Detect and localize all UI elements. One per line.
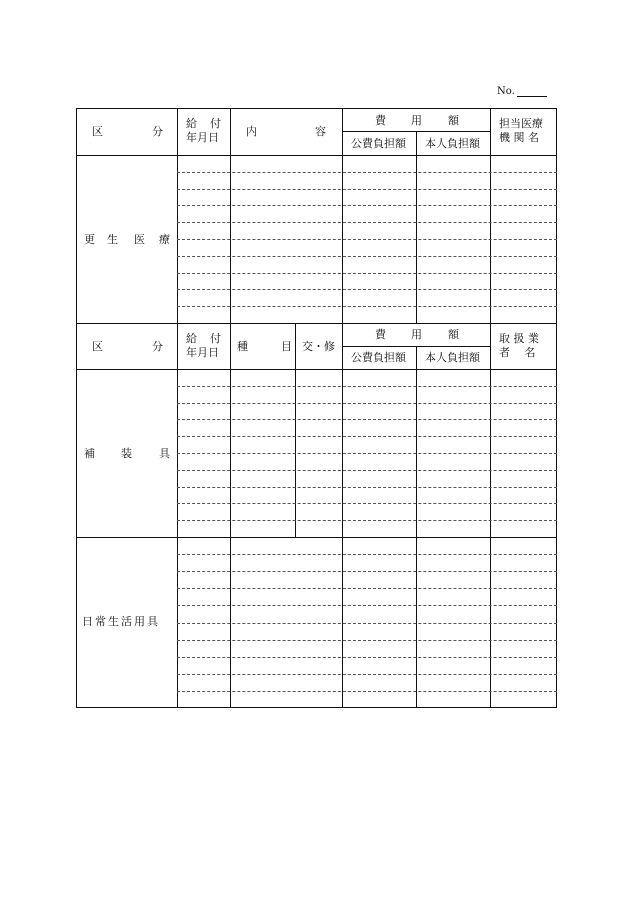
- toriatsukai-label: 取 扱 業: [499, 332, 539, 345]
- form-number-label: No.: [497, 86, 515, 97]
- nichijo-entry-line[interactable]: [177, 691, 557, 692]
- nichijo-entry-line[interactable]: [177, 640, 557, 641]
- hiyo-label-1c: 額: [448, 114, 459, 127]
- kubun-label-2b: 分: [152, 340, 163, 353]
- hosogu-entry-line[interactable]: [177, 403, 557, 404]
- kyufu-label-2a: 給: [186, 332, 197, 345]
- header2-top-line: [76, 323, 557, 324]
- col-divider-2: [230, 108, 231, 708]
- category-kosei-4: 療: [159, 233, 170, 246]
- kosei-entry-line[interactable]: [177, 239, 557, 240]
- hosogu-bottom-line: [76, 537, 557, 538]
- kubun-label-2a: 区: [92, 340, 103, 353]
- kosei-entry-line[interactable]: [177, 222, 557, 223]
- naiyo-label-a: 内: [246, 125, 257, 138]
- kikan-label: 機 関 名: [499, 131, 539, 144]
- hiyo-label-2b: 用: [411, 328, 422, 341]
- header1-bottom-line: [76, 155, 557, 156]
- col-divider-3: [295, 323, 296, 537]
- col-divider-5c: [416, 346, 417, 708]
- nichijo-entry-line[interactable]: [177, 657, 557, 658]
- kubun-label-1a: 区: [92, 125, 103, 138]
- kosei-entry-line[interactable]: [177, 289, 557, 290]
- kohi-label-2: 公費負担額: [351, 351, 406, 364]
- col-divider-6: [490, 108, 491, 708]
- hosogu-entry-line[interactable]: [177, 503, 557, 504]
- kohi-label-1: 公費負担額: [351, 137, 406, 150]
- category-hosogu-1: 補: [84, 447, 95, 460]
- nichijo-entry-line[interactable]: [177, 571, 557, 572]
- kosei-entry-line[interactable]: [177, 273, 557, 274]
- kubun-label-1b: 分: [152, 125, 163, 138]
- category-hosogu-2: 装: [121, 447, 132, 460]
- nichijo-entry-line[interactable]: [177, 605, 557, 606]
- gyosha-label: 者 名: [499, 346, 536, 359]
- kosei-entry-line[interactable]: [177, 205, 557, 206]
- category-kosei-3: 医: [134, 233, 145, 246]
- form-number-blank[interactable]: [517, 87, 547, 97]
- koshu-label: 交・修: [302, 340, 335, 353]
- kyufu-label-1b: 付: [210, 117, 221, 130]
- date-label-2: 年月日: [186, 346, 219, 359]
- hiyo-label-2a: 費: [375, 328, 386, 341]
- hosogu-entry-line[interactable]: [177, 470, 557, 471]
- nichijo-entry-line[interactable]: [177, 588, 557, 589]
- kosei-entry-line[interactable]: [177, 172, 557, 173]
- hiyo-label-2c: 額: [448, 328, 459, 341]
- shumoku-label-b: 目: [281, 340, 292, 353]
- category-nichijo: 日常生活用具: [82, 615, 160, 628]
- tanto-label: 担当医療: [499, 117, 543, 130]
- date-label-1: 年月日: [186, 131, 219, 144]
- kosei-entry-line[interactable]: [177, 189, 557, 190]
- nichijo-entry-line[interactable]: [177, 554, 557, 555]
- col-divider-4: [342, 108, 343, 708]
- form-number: [497, 86, 547, 97]
- honnin-label-1: 本人負担額: [425, 137, 480, 150]
- col-divider-1: [177, 108, 178, 708]
- hosogu-entry-line[interactable]: [177, 436, 557, 437]
- hosogu-entry-line[interactable]: [177, 419, 557, 420]
- hosogu-entry-line[interactable]: [177, 453, 557, 454]
- hiyo-label-1b: 用: [411, 114, 422, 127]
- honnin-label-2: 本人負担額: [425, 351, 480, 364]
- kosei-entry-line[interactable]: [177, 306, 557, 307]
- hiyo-label-1a: 費: [375, 114, 386, 127]
- col-divider-5: [416, 131, 417, 155]
- shumoku-label-a: 種: [237, 340, 248, 353]
- hosogu-entry-line[interactable]: [177, 520, 557, 521]
- kosei-entry-line[interactable]: [177, 256, 557, 257]
- kyufu-label-2b: 付: [210, 332, 221, 345]
- hosogu-entry-line[interactable]: [177, 487, 557, 488]
- category-kosei-2: 生: [107, 233, 118, 246]
- kyufu-label-1a: 給: [186, 117, 197, 130]
- header2-bottom-line: [76, 369, 557, 370]
- hosogu-entry-line[interactable]: [177, 386, 557, 387]
- nichijo-entry-line[interactable]: [177, 623, 557, 624]
- naiyo-label-b: 容: [315, 125, 326, 138]
- category-hosogu-3: 具: [159, 447, 170, 460]
- category-kosei-1: 更: [84, 233, 95, 246]
- nichijo-entry-line[interactable]: [177, 674, 557, 675]
